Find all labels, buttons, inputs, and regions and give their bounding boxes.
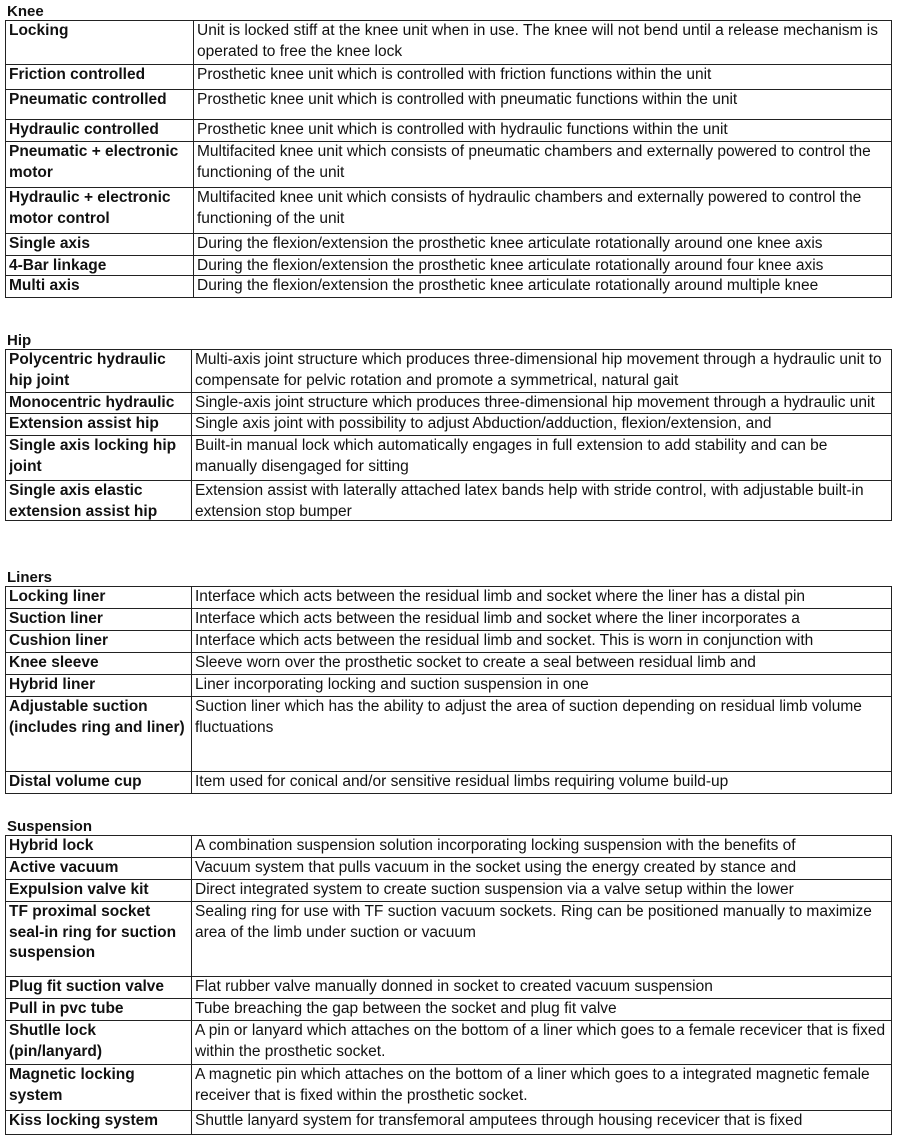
definition-text: Interface which acts between the residual limb and socket where the liner incorporates a [195, 610, 800, 627]
term-cell [6, 234, 194, 256]
section-heading: Knee [7, 3, 44, 20]
definition-cell [192, 880, 892, 902]
definition-text: Flat rubber valve manually donned in socket to created vacuum suspension [195, 978, 713, 995]
table-row [6, 276, 892, 298]
table-row [6, 481, 892, 521]
table-row [6, 90, 892, 120]
definition-cell [192, 631, 892, 653]
definition-text: Sleeve worn over the prosthetic socket to create a seal between residual limb and [195, 654, 756, 671]
term-cell [6, 772, 192, 794]
term-cell [6, 587, 192, 609]
definition-text: Direct integrated system to create suction suspension via a valve setup within the lower [195, 881, 794, 898]
table-row [6, 350, 892, 393]
term-cell [6, 902, 192, 977]
term-cell [6, 697, 192, 772]
definition-cell [192, 653, 892, 675]
table-row [6, 188, 892, 234]
definition-cell [192, 1021, 892, 1065]
section-heading: Suspension [7, 818, 93, 835]
term-cell [6, 414, 192, 436]
definition-text: During the flexion/extension the prosthetic knee articulate rotationally around multiple knee [197, 277, 819, 294]
term-cell [6, 90, 194, 120]
definition-cell [194, 142, 892, 188]
table-row [6, 697, 892, 772]
table-row [6, 120, 892, 142]
table-row [6, 858, 892, 880]
definition-text: A magnetic pin which attaches on the bottom of a liner which goes to a integrated magnetic female receiver that is fixed within the prosthetic socket. [195, 1066, 870, 1104]
term-cell [6, 142, 194, 188]
term-label: Single axis elastic extension assist hip [9, 482, 158, 520]
definition-cell [192, 697, 892, 772]
definition-cell [192, 1111, 892, 1135]
table-row [6, 675, 892, 697]
term-label: Hybrid lock [9, 837, 94, 854]
definition-cell [194, 276, 892, 298]
term-cell [6, 675, 192, 697]
table-row [6, 1065, 892, 1111]
term-label: Kiss locking system [9, 1112, 159, 1129]
term-cell [6, 350, 192, 393]
definition-cell [194, 234, 892, 256]
term-cell [6, 481, 192, 521]
definition-text: A pin or lanyard which attaches on the bottom of a liner which goes to a female recevicer that is fixed within the prosthetic socket. [195, 1022, 886, 1060]
term-label: Cushion liner [9, 632, 109, 649]
table-row [6, 1111, 892, 1135]
table-row [6, 142, 892, 188]
definition-text: Liner incorporating locking and suction suspension in one [195, 676, 589, 693]
term-label: Extension assist hip [9, 415, 159, 432]
table-row [6, 880, 892, 902]
definition-text: Tube breaching the gap between the socket and plug fit valve [195, 1000, 617, 1017]
table-row [6, 999, 892, 1021]
definition-cell [192, 977, 892, 999]
definition-cell [192, 393, 892, 414]
table-row [6, 65, 892, 90]
term-label: Friction controlled [9, 66, 146, 83]
definition-text: During the flexion/extension the prosthetic knee articulate rotationally around four knee axis [197, 257, 824, 274]
term-label: Adjustable suction (includes ring and liner) [9, 698, 185, 736]
definition-text: Shuttle lanyard system for transfemoral amputees through housing recevicer that is fixed [195, 1112, 803, 1129]
table-row [6, 977, 892, 999]
term-cell [6, 436, 192, 481]
definition-cell [192, 999, 892, 1021]
section-liners [5, 569, 892, 794]
definition-cell [192, 858, 892, 880]
section-knee [5, 3, 892, 298]
table-row [6, 902, 892, 977]
term-label: Knee sleeve [9, 654, 99, 671]
term-cell [6, 256, 194, 276]
section-heading: Liners [7, 569, 53, 586]
definition-text: Sealing ring for use with TF suction vacuum sockets. Ring can be positioned manually to maximize area of the limb under suction or vacuum [195, 903, 872, 941]
term-label: Pneumatic controlled [9, 91, 167, 108]
definition-cell [194, 120, 892, 142]
definition-cell [194, 188, 892, 234]
definition-cell [192, 675, 892, 697]
definition-text: Multifacited knee unit which consists of hydraulic chambers and externally powered to control the functioning of the unit [197, 189, 862, 227]
term-cell [6, 977, 192, 999]
definition-text: Interface which acts between the residual limb and socket where the liner has a distal pin [195, 588, 806, 605]
definition-cell [194, 90, 892, 120]
table-row [6, 1021, 892, 1065]
table-row [6, 631, 892, 653]
term-cell [6, 1065, 192, 1111]
definition-text: Suction liner which has the ability to adjust the area of suction depending on residual limb volume fluctuations [195, 698, 862, 736]
term-label: Hybrid liner [9, 676, 96, 693]
term-label: Hydraulic controlled [9, 121, 159, 138]
table-row [6, 234, 892, 256]
term-cell [6, 188, 194, 234]
definition-text: During the flexion/extension the prosthetic knee articulate rotationally around one knee axis [197, 235, 823, 252]
definition-cell [192, 350, 892, 393]
term-label: Expulsion valve kit [9, 881, 149, 898]
definition-text: Multi-axis joint structure which produces three-dimensional hip movement through a hydraulic unit to compensate for pelvic rotation and promote a symmetrical, natural gait [195, 351, 882, 389]
table-row [6, 436, 892, 481]
term-label: Single axis locking hip joint [9, 437, 177, 475]
term-cell [6, 276, 194, 298]
table-row [6, 587, 892, 609]
term-cell [6, 880, 192, 902]
term-label: Hydraulic + electronic motor control [9, 189, 171, 227]
section-suspension [5, 818, 892, 1135]
table-row [6, 836, 892, 858]
definition-cell [192, 414, 892, 436]
term-label: Pull in pvc tube [9, 1000, 124, 1017]
definition-cell [192, 587, 892, 609]
section-hip [5, 332, 892, 521]
term-label: 4-Bar linkage [9, 257, 107, 274]
term-label: Magnetic locking system [9, 1066, 135, 1104]
definition-cell [192, 436, 892, 481]
glossary-table [5, 349, 892, 521]
term-cell [6, 1111, 192, 1135]
term-label: Locking [9, 22, 69, 39]
term-cell [6, 858, 192, 880]
table-row [6, 772, 892, 794]
table-row [6, 21, 892, 65]
term-label: Polycentric hydraulic hip joint [9, 351, 166, 389]
term-cell [6, 609, 192, 631]
definition-cell [192, 609, 892, 631]
definition-cell [192, 902, 892, 977]
definition-text: Built-in manual lock which automatically engages in full extension to add stability and can be manually disengaged for sitting [195, 437, 828, 475]
definition-text: A combination suspension solution incorporating locking suspension with the benefits of [195, 837, 796, 854]
definition-cell [192, 1065, 892, 1111]
term-cell [6, 65, 194, 90]
table-row [6, 414, 892, 436]
term-label: Multi axis [9, 277, 80, 294]
term-label: Plug fit suction valve [9, 978, 165, 995]
term-label: Distal volume cup [9, 773, 142, 790]
term-label: TF proximal socket seal-in ring for suction suspension [9, 903, 177, 961]
definition-text: Prosthetic knee unit which is controlled with pneumatic functions within the unit [197, 91, 738, 108]
term-cell [6, 21, 194, 65]
definition-text: Interface which acts between the residual limb and socket. This is worn in conjunction with [195, 632, 814, 649]
definition-cell [192, 481, 892, 521]
definition-text: Item used for conical and/or sensitive residual limbs requiring volume build-up [195, 773, 729, 790]
section-heading: Hip [7, 332, 32, 349]
table-row [6, 653, 892, 675]
definition-text: Vacuum system that pulls vacuum in the socket using the energy created by stance and [195, 859, 797, 876]
term-label: Locking liner [9, 588, 106, 605]
term-cell [6, 120, 194, 142]
definition-text: Unit is locked stiff at the knee unit when in use. The knee will not bend until a release mechanism is operated to free the knee lock [197, 22, 878, 60]
term-label: Single axis [9, 235, 90, 252]
term-cell [6, 393, 192, 414]
table-row [6, 609, 892, 631]
definition-text: Prosthetic knee unit which is controlled with hydraulic functions within the unit [197, 121, 728, 138]
term-cell [6, 836, 192, 858]
term-label: Suction liner [9, 610, 103, 627]
term-label: Pneumatic + electronic motor [9, 143, 179, 181]
definition-text: Single axis joint with possibility to adjust Abduction/adduction, flexion/extension, and [195, 415, 772, 432]
definition-cell [192, 836, 892, 858]
term-cell [6, 631, 192, 653]
definition-cell [194, 21, 892, 65]
term-cell [6, 1021, 192, 1065]
table-row [6, 256, 892, 276]
glossary-table [5, 586, 892, 794]
definition-text: Extension assist with laterally attached latex bands help with stride control, with adjustable built-in extension stop bumper [195, 482, 864, 520]
table-row [6, 393, 892, 414]
term-label: Active vacuum [9, 859, 119, 876]
definition-cell [194, 65, 892, 90]
definition-text: Single-axis joint structure which produces three-dimensional hip movement through a hydraulic unit [195, 394, 875, 411]
glossary-table [5, 835, 892, 1135]
term-label: Monocentric hydraulic [9, 394, 175, 411]
definition-cell [194, 256, 892, 276]
definition-text: Prosthetic knee unit which is controlled with friction functions within the unit [197, 66, 712, 83]
term-label: Shutlle lock (pin/lanyard) [9, 1022, 103, 1060]
term-cell [6, 653, 192, 675]
glossary-table [5, 20, 892, 298]
definition-cell [192, 772, 892, 794]
term-cell [6, 999, 192, 1021]
definition-text: Multifacited knee unit which consists of pneumatic chambers and externally powered to control the functioning of the unit [197, 143, 871, 181]
